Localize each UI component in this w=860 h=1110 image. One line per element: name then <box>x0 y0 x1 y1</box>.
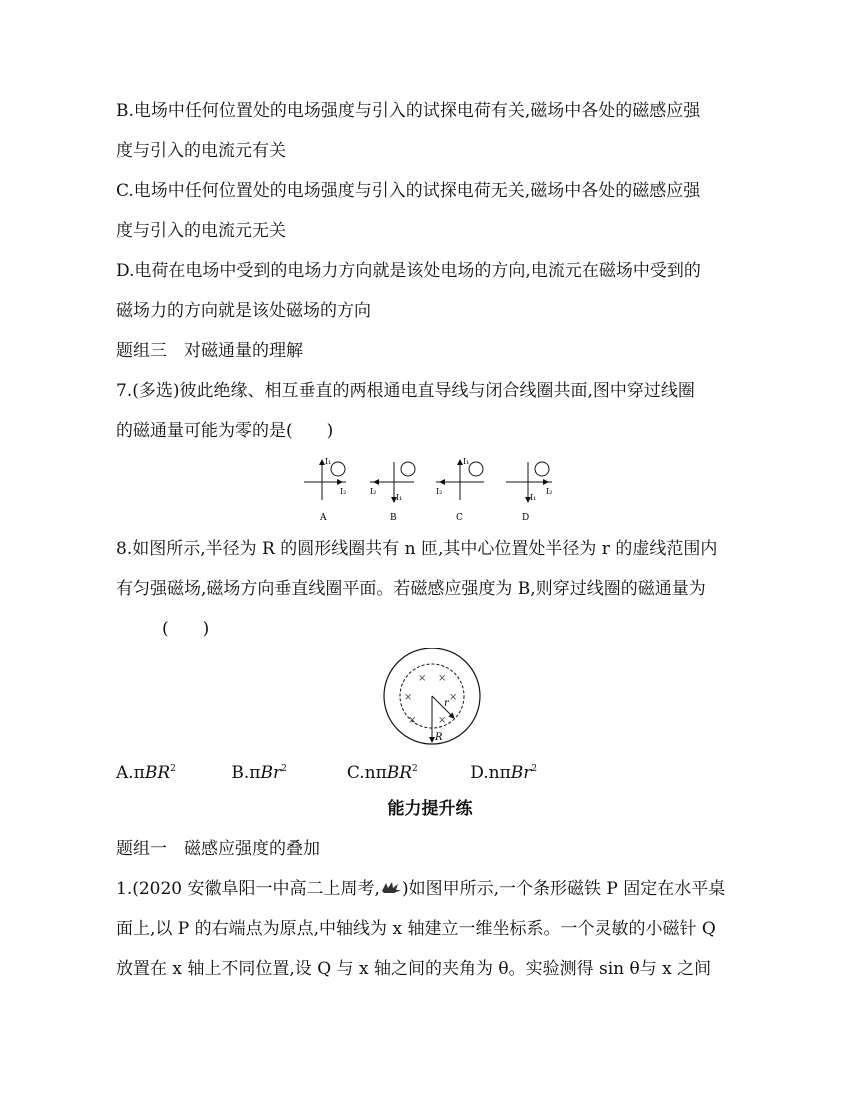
question-8-figure <box>378 648 488 758</box>
problem-1-line-1 <box>116 878 756 900</box>
fig7-a-i2-label: I₂ <box>340 487 347 496</box>
question-7-figure <box>300 452 600 532</box>
option-c-line-1: C.电场中任何位置处的电场强度与引入的试探电荷无关,磁场中各处的磁感应强 <box>116 181 701 201</box>
fig7-d-i1-label: I₁ <box>530 493 537 502</box>
fig7-a-i1-label: I₁ <box>325 457 332 466</box>
fig7-label-d: D <box>522 513 530 523</box>
question-8-options <box>116 758 756 784</box>
difficulty-stars-icon <box>380 881 402 895</box>
option-c-line-2: 度与引入的电流元无关 <box>116 221 286 241</box>
option-b-line-1: B.电场中任何位置处的电场强度与引入的试探电荷有关,磁场中各处的磁感应强 <box>116 101 701 121</box>
problem-1-text-start: )如图甲所示,一个条形磁铁 P 固定在水平桌 <box>401 879 726 899</box>
label-R: R <box>435 732 443 743</box>
problem-1-source: 1.(2020 安徽阜阳一中高二上周考, <box>116 879 380 899</box>
question-7-line-2: 的磁通量可能为零的是( ) <box>116 421 334 441</box>
problem-1-line-2: 面上,以 P 的右端点为原点,中轴线为 x 轴建立一维坐标系。一个灵敏的小磁针 Q <box>116 919 716 939</box>
svg-text:×: × <box>449 692 458 703</box>
fig7-option-c <box>436 457 484 523</box>
option-b: B.πBr$^2$ <box>231 762 287 783</box>
fig7-d-i2-label: I₂ <box>546 487 553 496</box>
question-8-answer-blank: ( ) <box>162 619 210 639</box>
fig7-label-a: A <box>320 513 327 523</box>
group-1-heading: 题组一 磁感应强度的叠加 <box>116 839 320 859</box>
option-d-line-1: D.电荷在电场中受到的电场力方向就是该处电场的方向,电流元在磁场中受到的 <box>116 261 701 281</box>
fig7-option-b <box>370 462 415 523</box>
question-7-line-1: 7.(多选)彼此绝缘、相互垂直的两根通电直导线与闭合线圈共面,图中穿过线圈 <box>116 381 695 401</box>
svg-text:×: × <box>438 715 447 726</box>
fig7-c-i1-label: I₁ <box>463 457 470 466</box>
option-b-line-2: 度与引入的电流元有关 <box>116 141 286 161</box>
fig7-b-i1-label: I₁ <box>396 493 403 502</box>
svg-text:×: × <box>404 692 413 703</box>
fig7-label-c: C <box>456 513 463 523</box>
fig7-option-a <box>304 457 346 523</box>
problem-1-line-3: 放置在 x 轴上不同位置,设 Q 与 x 轴之间的夹角为 θ。实验测得 sin θ与 x 之间 <box>116 959 712 979</box>
question-8-line-2: 有匀强磁场,磁场方向垂直线圈平面。若磁感应强度为 B,则穿过线圈的磁通量为 <box>116 579 706 599</box>
field-crosses <box>404 673 457 726</box>
option-a: A.πBR$^2$ <box>116 762 176 783</box>
fig7-label-b: B <box>390 513 397 523</box>
svg-text:×: × <box>438 673 447 684</box>
group-3-heading: 题组三 对磁通量的理解 <box>116 341 303 361</box>
svg-text:×: × <box>418 673 427 684</box>
option-c: C.nπBR$^2$ <box>346 762 418 783</box>
section-title: 能力提升练 <box>387 799 473 819</box>
question-8-line-1: 8.如图所示,半径为 R 的圆形线圈共有 n 匝,其中心位置处半径为 r 的虚线范围内 <box>116 539 718 559</box>
fig7-option-d <box>506 462 552 523</box>
option-d: D.nπBr$^2$ <box>470 762 538 783</box>
label-r: r <box>444 698 449 709</box>
svg-text:×: × <box>408 715 417 726</box>
fig7-c-i2-label: I₂ <box>436 487 443 496</box>
option-d-line-2: 磁场力的方向就是该处磁场的方向 <box>116 301 371 321</box>
fig7-b-i2-label: I₂ <box>370 487 377 496</box>
